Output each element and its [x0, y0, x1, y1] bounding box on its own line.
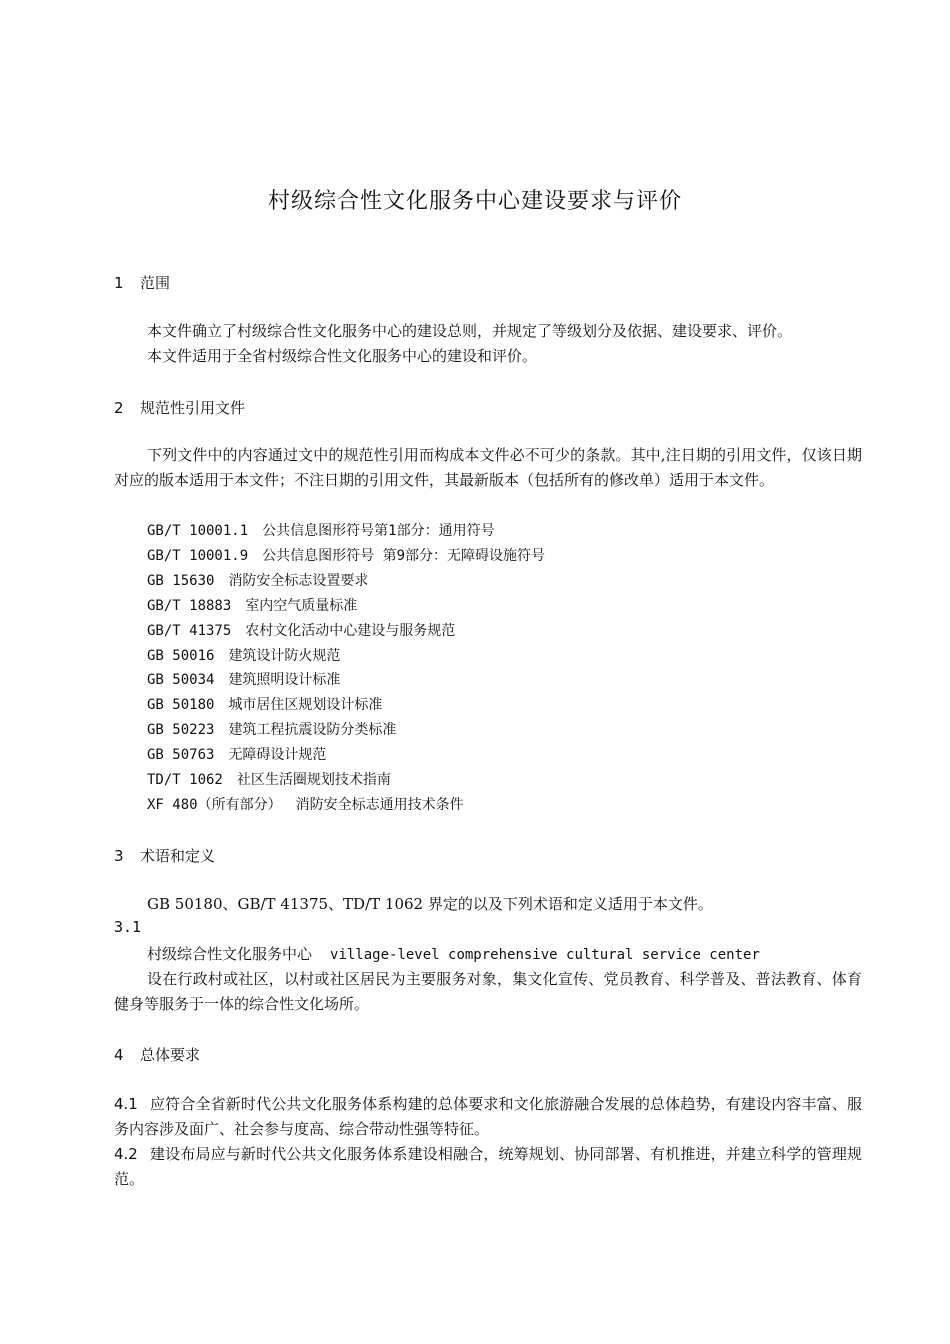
reference-item: TD/T 1062 社区生活圈规划技术指南	[147, 772, 391, 788]
section-number: 1	[114, 274, 124, 292]
references-intro: 下列文件中的内容通过文中的规范性引用而构成本文件必不可少的条款。其中,注日期的引用文件，仅该日期对应的版本适用于本文件；不注日期的引用文件，其最新版本（包括所有的修改单）适用于本文件。	[114, 446, 862, 489]
reference-item: GB/T 10001.1 公共信息图形符号第1部分：通用符号	[147, 523, 495, 539]
section-number: 3	[114, 847, 124, 865]
reference-item: XF 480（所有部分） 消防安全标志通用技术条件	[147, 797, 464, 813]
clause-text: 建设布局应与新时代公共文化服务体系建设相融合，统筹规划、协同部署、有机推进，并建立科学的管理规范。	[114, 1145, 862, 1188]
section-heading-terms	[114, 845, 215, 866]
section-heading-normative-references	[114, 397, 245, 418]
reference-item: GB/T 41375 农村文化活动中心建设与服务规范	[147, 623, 456, 639]
term-number: 3.1	[114, 918, 142, 936]
document-title: 村级综合性文化服务中心建设要求与评价	[267, 189, 682, 214]
reference-item: GB/T 10001.9 公共信息图形符号 第9部分：无障碍设施符号	[147, 548, 546, 564]
reference-item: GB 15630 消防安全标志设置要求	[147, 573, 369, 589]
clause-4-2	[114, 1142, 862, 1192]
clause-4-1	[114, 1092, 862, 1142]
clause-number: 4.1	[114, 1095, 138, 1113]
clause-text: 应符合全省新时代公共文化服务体系构建的总体要求和文化旅游融合发展的总体趋势，有建设内容丰富、服务内容涉及面广、社会参与度高、综合带动性强等特征。	[114, 1095, 862, 1138]
section-number: 2	[114, 399, 124, 417]
clause-number: 4.2	[114, 1145, 138, 1163]
section-number: 4	[114, 1046, 124, 1064]
section-heading-general-requirements	[114, 1044, 200, 1065]
reference-item: GB 50223 建筑工程抗震设防分类标准	[147, 722, 397, 738]
section-title: 规范性引用文件	[140, 399, 246, 417]
scope-paragraph-1: 本文件确立了村级综合性文化服务中心的建设总则，并规定了等级划分及依据、建设要求、评价。	[147, 322, 793, 340]
term-chinese: 村级综合性文化服务中心	[147, 945, 313, 963]
reference-item: GB 50034 建筑照明设计标准	[147, 672, 341, 688]
section-title: 术语和定义	[140, 847, 216, 865]
reference-item: GB/T 18883 室内空气质量标准	[147, 598, 358, 614]
reference-item: GB 50016 建筑设计防火规范	[147, 648, 341, 664]
section-heading-scope	[114, 272, 170, 293]
term-entry	[147, 943, 760, 964]
section-title: 总体要求	[140, 1046, 201, 1064]
terms-intro: GB 50180、GB/T 41375、TD/T 1062 界定的以及下列术语和定义适用于本文件。	[147, 895, 713, 913]
term-english: village-level comprehensive cultural service center	[330, 947, 760, 963]
reference-item: GB 50180 城市居住区规划设计标准	[147, 697, 383, 713]
section-title: 范围	[140, 274, 171, 292]
term-definition: 设在行政村或社区，以村或社区居民为主要服务对象，集文化宣传、党员教育、科学普及、普法教育、体育健身等服务于一体的综合性文化场所。	[114, 970, 862, 1013]
reference-item: GB 50763 无障碍设计规范	[147, 747, 327, 763]
scope-paragraph-2: 本文件适用于全省村级综合性文化服务中心的建设和评价。	[147, 347, 538, 365]
